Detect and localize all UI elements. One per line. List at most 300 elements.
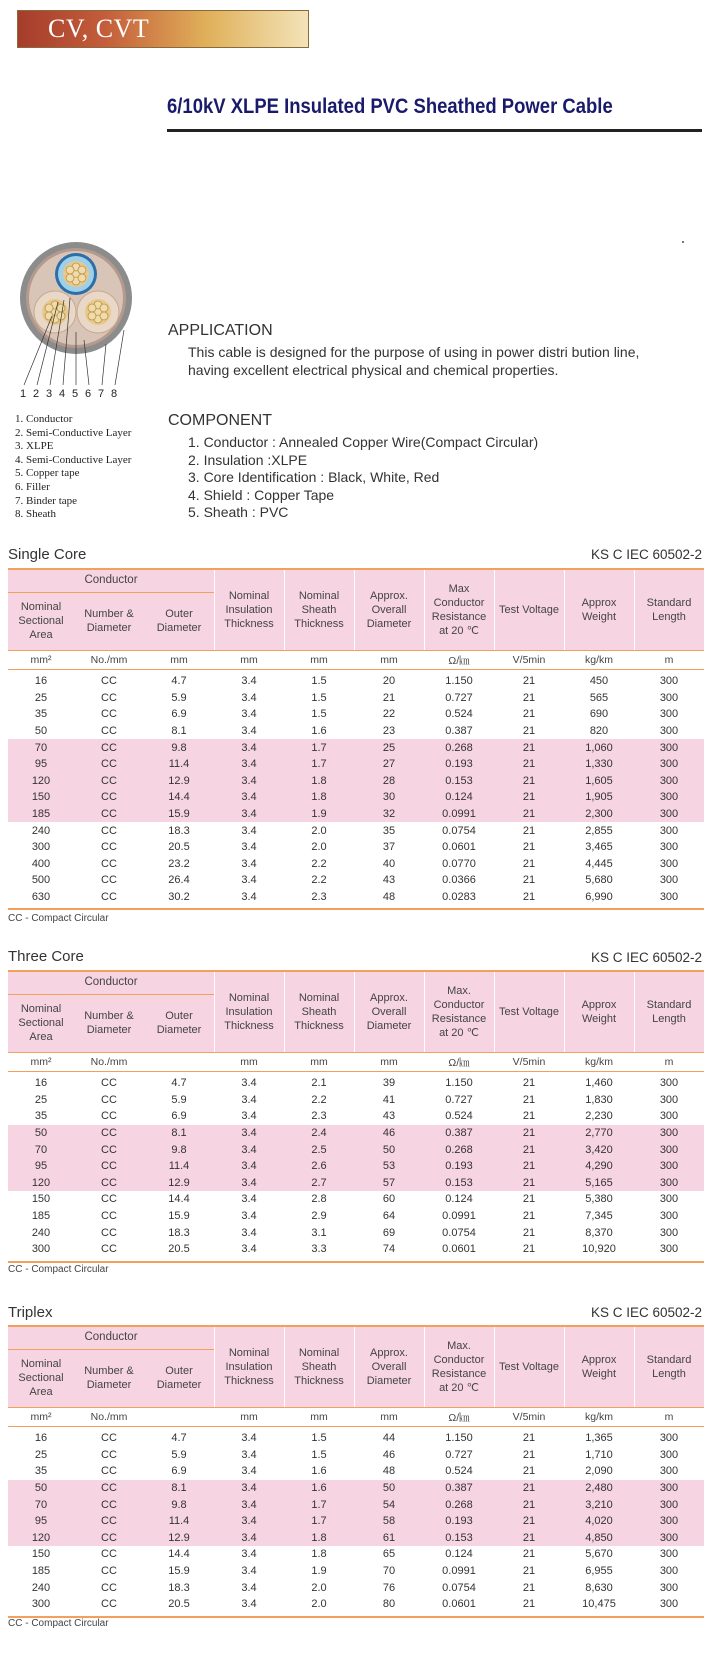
unit-cell: m bbox=[664, 1056, 674, 1068]
table-row bbox=[8, 1075, 704, 1092]
table-cell: 0.268 bbox=[445, 741, 473, 754]
table-row bbox=[8, 756, 704, 773]
unit-cell: kg/km bbox=[584, 654, 613, 666]
header-cell: Standard Length bbox=[646, 999, 692, 1025]
table-cell: 70 bbox=[34, 1498, 48, 1511]
table-cell: CC bbox=[101, 1226, 117, 1239]
table-cell: 48 bbox=[382, 1465, 396, 1478]
table-cell: 15.9 bbox=[168, 1565, 190, 1578]
table-cell: 300 bbox=[31, 841, 51, 854]
legend-item: 7. Binder tape bbox=[15, 494, 78, 507]
unit-cell: mm bbox=[380, 1411, 398, 1423]
table-cell: 46 bbox=[382, 1448, 396, 1461]
table-row bbox=[8, 1092, 704, 1109]
table-cell: 18.3 bbox=[168, 1226, 190, 1239]
table-cell: 21 bbox=[522, 891, 536, 904]
table-header bbox=[8, 1327, 704, 1407]
table-cell: 1.6 bbox=[311, 1465, 327, 1478]
table-cell: CC bbox=[101, 1160, 117, 1173]
header-divider bbox=[214, 1327, 215, 1407]
header-cell: Number & Diameter bbox=[84, 1010, 134, 1036]
table-cell: 120 bbox=[31, 1531, 51, 1544]
table-cell: 21 bbox=[522, 874, 536, 887]
header-divider bbox=[354, 1327, 355, 1407]
table-cell: 20.5 bbox=[168, 1243, 190, 1256]
core-top bbox=[55, 253, 97, 295]
table-cell: 7,345 bbox=[585, 1210, 613, 1223]
table-cell: 35 bbox=[34, 708, 48, 721]
table-cell: 0.727 bbox=[445, 1448, 473, 1461]
table-cell: 300 bbox=[659, 1110, 679, 1123]
table-cell: 2,300 bbox=[585, 808, 613, 821]
table-cell: CC bbox=[101, 1093, 117, 1106]
table-cell: 12.9 bbox=[168, 1531, 190, 1544]
table-cell: 25 bbox=[382, 741, 396, 754]
table-cell: 35 bbox=[34, 1465, 48, 1478]
table-cell: 53 bbox=[382, 1160, 396, 1173]
table-cell: 8.1 bbox=[171, 1482, 187, 1495]
table-cell: 8.1 bbox=[171, 725, 187, 738]
table-cell: 65 bbox=[382, 1548, 396, 1561]
table-cell: 3.4 bbox=[241, 1093, 257, 1106]
table-cell: 690 bbox=[589, 708, 609, 721]
table-cell: 21 bbox=[522, 1581, 536, 1594]
table-cell: 1.5 bbox=[311, 691, 327, 704]
table-cell: 1.7 bbox=[311, 1515, 327, 1528]
table-cell: 300 bbox=[659, 675, 679, 688]
triplex-standard: KS C IEC 60502-2 bbox=[590, 1305, 702, 1320]
table-cell: 6.9 bbox=[171, 708, 187, 721]
table-cell: 0.387 bbox=[445, 725, 473, 738]
table-cell: 4,290 bbox=[585, 1160, 613, 1173]
table-cell: 820 bbox=[589, 725, 609, 738]
unit-cell: V/5min bbox=[512, 654, 546, 666]
table-cell: 21 bbox=[522, 1243, 536, 1256]
table-cell: 3.4 bbox=[241, 874, 257, 887]
unit-cell: V/5min bbox=[512, 1056, 546, 1068]
table-cell: 21 bbox=[522, 1077, 536, 1090]
table-cell: 10,475 bbox=[582, 1598, 616, 1611]
table-cell: 18.3 bbox=[168, 1581, 190, 1594]
table-cell: 300 bbox=[659, 741, 679, 754]
table-cell: 300 bbox=[31, 1243, 51, 1256]
header-cell: Approx Weight bbox=[581, 1354, 617, 1380]
table-cell: 2,230 bbox=[585, 1110, 613, 1123]
diagram-number: 3 bbox=[46, 388, 53, 400]
unit-cell: m bbox=[664, 654, 674, 666]
unit-cell: mm² bbox=[30, 1411, 52, 1423]
table-cell: 3.4 bbox=[241, 1160, 257, 1173]
table-cell: 300 bbox=[659, 824, 679, 837]
table-cell: 240 bbox=[31, 1581, 51, 1594]
unit-cell: No./mm bbox=[90, 1056, 128, 1068]
header-divider bbox=[564, 1327, 565, 1407]
table-row bbox=[8, 1530, 704, 1547]
header-cell: Outer Diameter bbox=[156, 1365, 202, 1391]
table-cell: 1.8 bbox=[311, 774, 327, 787]
table-cell: 2.9 bbox=[311, 1210, 327, 1223]
table-cell: 3.4 bbox=[241, 791, 257, 804]
table-cell: 21 bbox=[522, 1093, 536, 1106]
table-cell: 300 bbox=[659, 1515, 679, 1528]
table-cell: 1,330 bbox=[585, 758, 613, 771]
table-cell: 21 bbox=[522, 725, 536, 738]
unit-cell: mm bbox=[310, 654, 328, 666]
table-cell: 0.268 bbox=[445, 1498, 473, 1511]
table-cell: 0.727 bbox=[445, 1093, 473, 1106]
table-cell: 95 bbox=[34, 758, 48, 771]
table-cell: 2.0 bbox=[311, 1581, 327, 1594]
table-cell: 0.124 bbox=[445, 1548, 473, 1561]
table-cell: 2.2 bbox=[311, 1093, 327, 1106]
table-cell: 2.2 bbox=[311, 874, 327, 887]
table-cell: 3,210 bbox=[585, 1498, 613, 1511]
table-cell: 70 bbox=[382, 1565, 396, 1578]
table-cell: 1.8 bbox=[311, 791, 327, 804]
table-cell: 1.150 bbox=[445, 1432, 473, 1445]
table-cell: 58 bbox=[382, 1515, 396, 1528]
table-cell: 300 bbox=[659, 1160, 679, 1173]
table-cell: 21 bbox=[522, 1432, 536, 1445]
table-cell: 46 bbox=[382, 1127, 396, 1140]
table-cell: 3.4 bbox=[241, 841, 257, 854]
table-cell: 18.3 bbox=[168, 824, 190, 837]
table-cell: 74 bbox=[382, 1243, 396, 1256]
table-cell: CC bbox=[101, 691, 117, 704]
table-cell: 2.6 bbox=[311, 1160, 327, 1173]
table-cell: CC bbox=[101, 841, 117, 854]
table-cell: 300 bbox=[659, 1598, 679, 1611]
diagram-number: 4 bbox=[59, 388, 66, 400]
table-cell: 0.0991 bbox=[442, 808, 476, 821]
table-cell: 300 bbox=[659, 1127, 679, 1140]
component-legend bbox=[15, 413, 131, 522]
table-cell: 40 bbox=[382, 857, 396, 870]
header-divider bbox=[494, 570, 495, 650]
table-cell: 3.4 bbox=[241, 891, 257, 904]
unit-cell: mm bbox=[310, 1411, 328, 1423]
diagram-number: 8 bbox=[111, 388, 118, 400]
table-cell: 21 bbox=[522, 1210, 536, 1223]
unit-cell: Ω/㎞ bbox=[448, 1411, 470, 1424]
header-divider bbox=[494, 1327, 495, 1407]
conductor-group-label: Conductor bbox=[84, 976, 138, 988]
table-cell: CC bbox=[101, 1531, 117, 1544]
header-cell: Nominal Insulation Thickness bbox=[224, 1347, 274, 1387]
header-divider bbox=[354, 972, 355, 1052]
table-cell: 300 bbox=[659, 874, 679, 887]
table-cell: 5,165 bbox=[585, 1176, 613, 1189]
single-core-table bbox=[8, 568, 704, 910]
table-cell: 14.4 bbox=[168, 1548, 190, 1561]
table-cell: 25 bbox=[34, 1093, 48, 1106]
table-cell: 3.4 bbox=[241, 1465, 257, 1478]
table-cell: 5.9 bbox=[171, 691, 187, 704]
table-cell: 4,445 bbox=[585, 857, 613, 870]
unit-cell: kg/km bbox=[584, 1056, 613, 1068]
table-cell: CC bbox=[101, 708, 117, 721]
table-cell: 400 bbox=[31, 857, 51, 870]
page-title: 6/10kV XLPE Insulated PVC Sheathed Power Cable bbox=[167, 95, 613, 118]
header-divider bbox=[424, 570, 425, 650]
table-row bbox=[8, 1496, 704, 1513]
three-core-note: CC - Compact Circular bbox=[8, 1264, 109, 1275]
table-cell: 0.193 bbox=[445, 1515, 473, 1528]
table-cell: 95 bbox=[34, 1160, 48, 1173]
table-bottom-rule bbox=[8, 1261, 704, 1263]
table-cell: 1.7 bbox=[311, 758, 327, 771]
table-cell: 2,090 bbox=[585, 1465, 613, 1478]
table-cell: 1,905 bbox=[585, 791, 613, 804]
table-cell: 3.4 bbox=[241, 1515, 257, 1528]
table-cell: 2.0 bbox=[311, 1598, 327, 1611]
component-text bbox=[188, 434, 538, 522]
header-cell: Max. Conductor Resistance at 20 ℃ bbox=[431, 1340, 487, 1394]
unit-cell: mm bbox=[380, 1056, 398, 1068]
table-cell: 25 bbox=[34, 1448, 48, 1461]
application-line: This cable is designed for the purpose of using in power distri bution line, bbox=[188, 344, 640, 360]
header-cell: Test Voltage bbox=[499, 1006, 559, 1018]
table-row bbox=[8, 690, 704, 707]
three-core-title: Three Core bbox=[8, 948, 84, 965]
table-cell: 21 bbox=[522, 791, 536, 804]
header-divider bbox=[564, 570, 565, 650]
table-cell: 21 bbox=[522, 1482, 536, 1495]
table-cell: 20.5 bbox=[168, 1598, 190, 1611]
unit-cell: mm bbox=[240, 654, 258, 666]
unit-cell: No./mm bbox=[90, 654, 128, 666]
header-cell: Number & Diameter bbox=[84, 608, 134, 634]
table-cell: CC bbox=[101, 1548, 117, 1561]
table-row bbox=[8, 773, 704, 790]
table-row bbox=[8, 872, 704, 889]
legend-item: 4. Semi-Conductive Layer bbox=[15, 453, 132, 466]
table-row bbox=[8, 839, 704, 856]
table-cell: 4,020 bbox=[585, 1515, 613, 1528]
stray-dot bbox=[682, 241, 684, 243]
table-row bbox=[8, 1596, 704, 1613]
single-core-title: Single Core bbox=[8, 546, 87, 563]
unit-cell: mm bbox=[310, 1056, 328, 1068]
table-cell: 185 bbox=[31, 1565, 51, 1578]
table-cell: 2.7 bbox=[311, 1176, 327, 1189]
table-cell: 43 bbox=[382, 874, 396, 887]
table-cell: 0.727 bbox=[445, 691, 473, 704]
legend-item: 5. Copper tape bbox=[15, 467, 80, 480]
table-cell: 11.4 bbox=[168, 1515, 190, 1528]
table-cell: 3.4 bbox=[241, 1598, 257, 1611]
table-cell: 25 bbox=[34, 691, 48, 704]
table-cell: 3.4 bbox=[241, 1581, 257, 1594]
unit-cell: Ω/㎞ bbox=[448, 654, 470, 667]
table-cell: 54 bbox=[382, 1498, 396, 1511]
table-cell: 3.4 bbox=[241, 1077, 257, 1090]
table-cell: 95 bbox=[34, 1515, 48, 1528]
table-cell: CC bbox=[101, 1193, 117, 1206]
table-cell: 21 bbox=[522, 1143, 536, 1156]
table-cell: CC bbox=[101, 1465, 117, 1478]
table-cell: 2.3 bbox=[311, 1110, 327, 1123]
table-cell: 21 bbox=[522, 1193, 536, 1206]
table-cell: 21 bbox=[522, 774, 536, 787]
table-cell: 4.7 bbox=[171, 1077, 187, 1090]
table-cell: 8,630 bbox=[585, 1581, 613, 1594]
table-cell: 35 bbox=[34, 1110, 48, 1123]
table-cell: CC bbox=[101, 758, 117, 771]
table-cell: 6,990 bbox=[585, 891, 613, 904]
component-line: 1. Conductor : Annealed Copper Wire(Compact Circular) bbox=[188, 434, 539, 450]
single-core-note: CC - Compact Circular bbox=[8, 913, 109, 924]
table-cell: 69 bbox=[382, 1226, 396, 1239]
table-cell: 76 bbox=[382, 1581, 396, 1594]
table-cell: 3.4 bbox=[241, 1110, 257, 1123]
table-cell: 12.9 bbox=[168, 774, 190, 787]
table-cell: 2,855 bbox=[585, 824, 613, 837]
diagram-number: 2 bbox=[33, 388, 40, 400]
table-cell: 5,380 bbox=[585, 1193, 613, 1206]
table-cell: 1.5 bbox=[311, 708, 327, 721]
table-cell: 57 bbox=[382, 1176, 396, 1189]
table-cell: 300 bbox=[659, 691, 679, 704]
table-bottom-rule bbox=[8, 1616, 704, 1618]
table-cell: 2.0 bbox=[311, 841, 327, 854]
table-cell: 300 bbox=[659, 891, 679, 904]
header-divider bbox=[424, 972, 425, 1052]
component-line: 5. Sheath : PVC bbox=[188, 504, 289, 520]
table-cell: 185 bbox=[31, 808, 51, 821]
legend-item: 6. Filler bbox=[15, 480, 50, 493]
table-cell: 3.4 bbox=[241, 1531, 257, 1544]
table-cell: 300 bbox=[659, 1077, 679, 1090]
table-cell: 300 bbox=[659, 808, 679, 821]
table-cell: 70 bbox=[34, 1143, 48, 1156]
table-cell: 2.4 bbox=[311, 1127, 327, 1140]
table-cell: 5.9 bbox=[171, 1448, 187, 1461]
table-cell: 48 bbox=[382, 891, 396, 904]
table-cell: 1,605 bbox=[585, 774, 613, 787]
table-cell: 50 bbox=[382, 1143, 396, 1156]
table-cell: 0.193 bbox=[445, 758, 473, 771]
table-cell: 1.150 bbox=[445, 675, 473, 688]
cable-cross-section-diagram bbox=[14, 240, 144, 400]
table-cell: CC bbox=[101, 741, 117, 754]
header-cell: Test Voltage bbox=[499, 604, 559, 616]
table-cell: 8,370 bbox=[585, 1226, 613, 1239]
table-cell: 22 bbox=[382, 708, 396, 721]
table-cell: CC bbox=[101, 725, 117, 738]
diagram-number: 5 bbox=[72, 388, 79, 400]
table-cell: 3.4 bbox=[241, 1482, 257, 1495]
triplex-note: CC - Compact Circular bbox=[8, 1618, 109, 1629]
table-cell: 0.0366 bbox=[442, 874, 476, 887]
table-cell: CC bbox=[101, 791, 117, 804]
table-row bbox=[8, 739, 704, 756]
table-cell: 21 bbox=[522, 1160, 536, 1173]
header-divider bbox=[284, 570, 285, 650]
table-cell: 300 bbox=[659, 1093, 679, 1106]
diagram-number: 1 bbox=[20, 388, 27, 400]
table-bottom-rule bbox=[8, 908, 704, 910]
header-divider bbox=[634, 972, 635, 1052]
table-cell: 21 bbox=[522, 1226, 536, 1239]
triplex-title: Triplex bbox=[8, 1304, 53, 1321]
table-cell: 21 bbox=[522, 691, 536, 704]
table-cell: 120 bbox=[31, 1176, 51, 1189]
table-cell: 4.7 bbox=[171, 675, 187, 688]
table-cell: 5,680 bbox=[585, 874, 613, 887]
table-cell: 15.9 bbox=[168, 808, 190, 821]
table-cell: 300 bbox=[659, 758, 679, 771]
table-cell: 300 bbox=[659, 1498, 679, 1511]
table-cell: 9.8 bbox=[171, 741, 187, 754]
table-cell: 1,060 bbox=[585, 741, 613, 754]
table-cell: CC bbox=[101, 1432, 117, 1445]
table-row bbox=[8, 1125, 704, 1142]
table-cell: 1.8 bbox=[311, 1531, 327, 1544]
header-cell: Approx. Overall Diameter bbox=[366, 992, 412, 1032]
table-cell: 0.0991 bbox=[442, 1210, 476, 1223]
table-row bbox=[8, 1480, 704, 1497]
table-cell: 300 bbox=[659, 1193, 679, 1206]
table-cell: 15.9 bbox=[168, 1210, 190, 1223]
header-divider bbox=[424, 1327, 425, 1407]
conductor-group-label: Conductor bbox=[84, 1331, 138, 1343]
table-cell: 11.4 bbox=[168, 758, 190, 771]
table-cell: 3.4 bbox=[241, 1498, 257, 1511]
header-cell: Nominal Sectional Area bbox=[18, 1358, 64, 1398]
table-cell: 3.1 bbox=[311, 1226, 327, 1239]
table-cell: 21 bbox=[382, 691, 396, 704]
table-cell: 21 bbox=[522, 1498, 536, 1511]
legend-item: 2. Semi-Conductive Layer bbox=[15, 426, 132, 439]
table-cell: 8.1 bbox=[171, 1127, 187, 1140]
table-cell: 630 bbox=[31, 891, 51, 904]
table-cell: 0.524 bbox=[445, 708, 473, 721]
header-cell: Nominal Sheath Thickness bbox=[294, 992, 344, 1032]
table-cell: 0.124 bbox=[445, 791, 473, 804]
table-cell: CC bbox=[101, 1565, 117, 1578]
table-cell: 240 bbox=[31, 1226, 51, 1239]
table-cell: 35 bbox=[382, 824, 396, 837]
table-cell: 50 bbox=[382, 1482, 396, 1495]
table-cell: CC bbox=[101, 1210, 117, 1223]
table-cell: 50 bbox=[34, 725, 48, 738]
table-cell: 43 bbox=[382, 1110, 396, 1123]
single-core-standard: KS C IEC 60502-2 bbox=[590, 547, 702, 562]
table-cell: 1.9 bbox=[311, 1565, 327, 1578]
table-cell: 28 bbox=[382, 774, 396, 787]
core-right bbox=[77, 291, 119, 333]
table-cell: 61 bbox=[382, 1531, 396, 1544]
table-cell: 21 bbox=[522, 841, 536, 854]
header-divider bbox=[564, 972, 565, 1052]
unit-cell: mm bbox=[240, 1411, 258, 1423]
table-cell: 21 bbox=[522, 758, 536, 771]
table-cell: 300 bbox=[659, 1143, 679, 1156]
table-cell: 3,420 bbox=[585, 1143, 613, 1156]
table-row bbox=[8, 1158, 704, 1175]
header-cell: Nominal Sectional Area bbox=[18, 1003, 64, 1043]
table-cell: 3.3 bbox=[311, 1243, 327, 1256]
table-cell: 21 bbox=[522, 1531, 536, 1544]
table-cell: 23.2 bbox=[168, 857, 190, 870]
header-cell: Standard Length bbox=[646, 1354, 692, 1380]
unit-cell: mm² bbox=[30, 1056, 52, 1068]
table-cell: 3.4 bbox=[241, 741, 257, 754]
table-cell: 14.4 bbox=[168, 1193, 190, 1206]
table-cell: 6,955 bbox=[585, 1565, 613, 1578]
table-cell: 3.4 bbox=[241, 1432, 257, 1445]
